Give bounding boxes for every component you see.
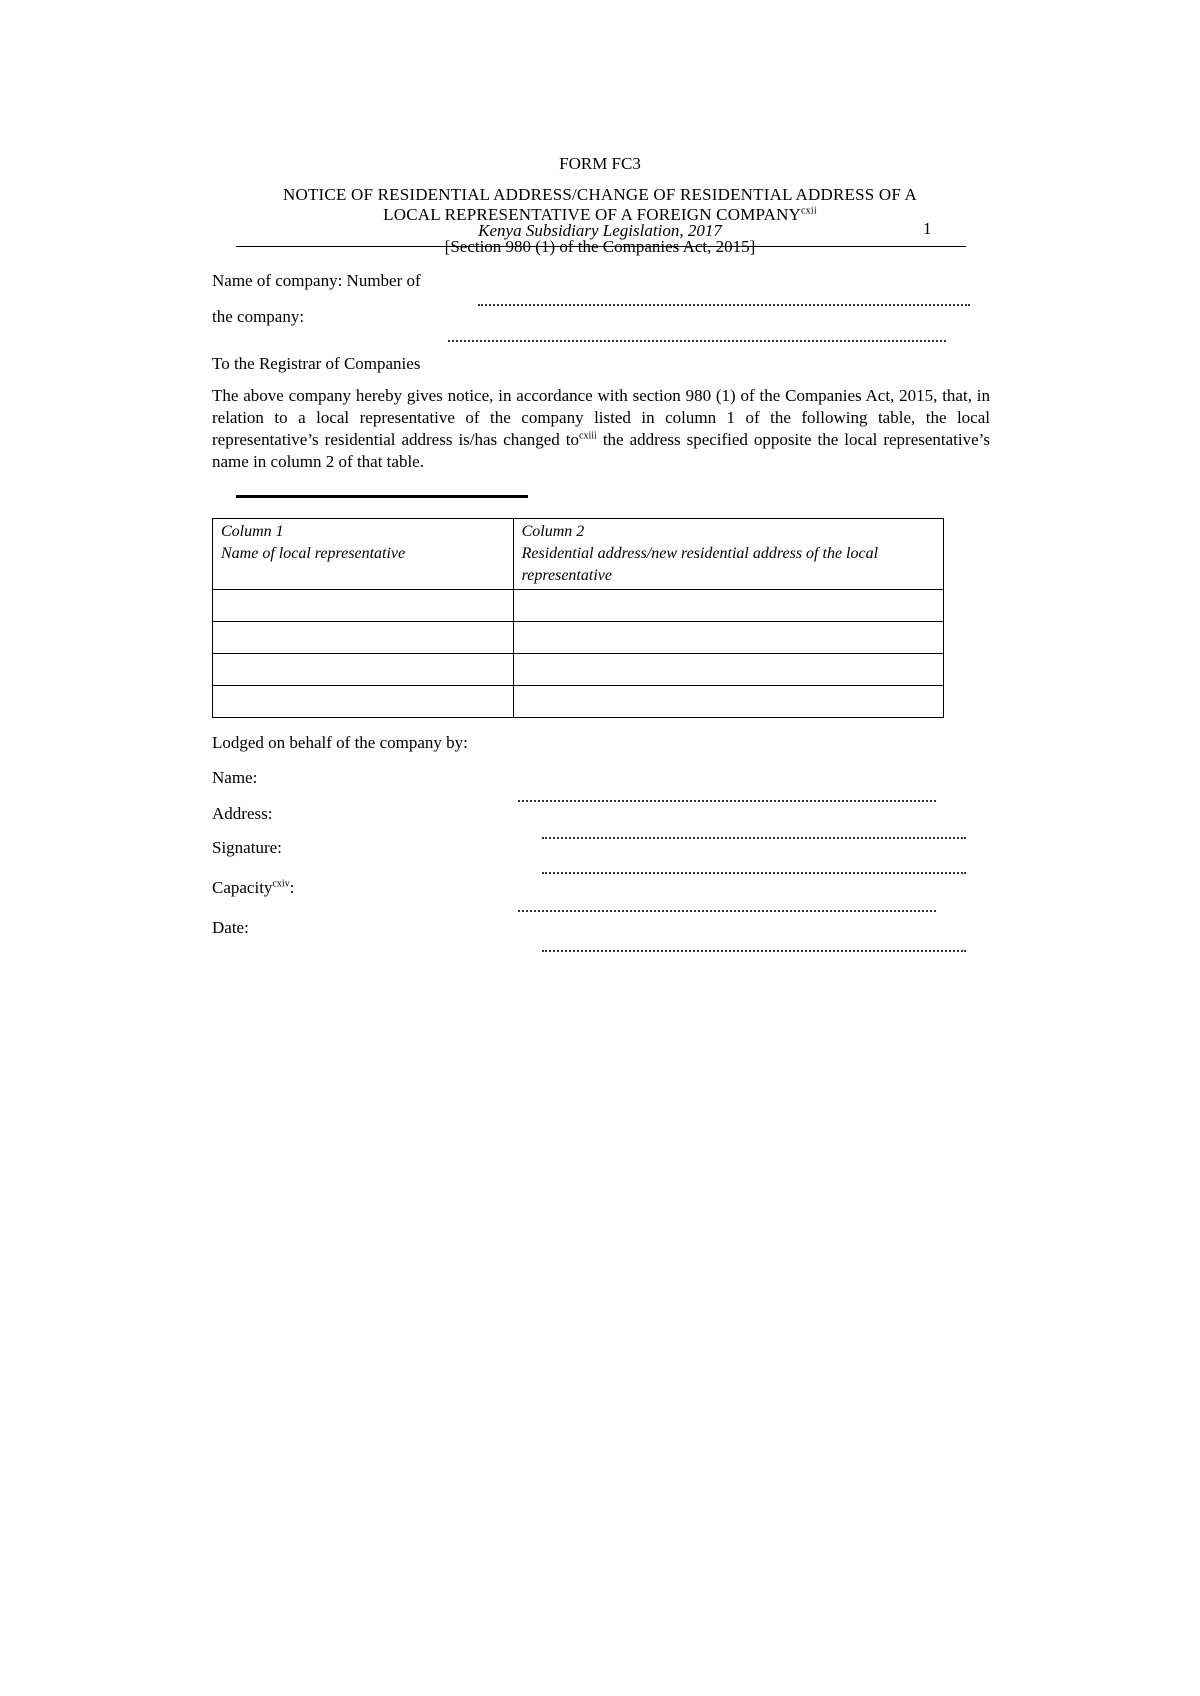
column-2-subtitle: Residential address/new residential address of the local representative [521, 545, 879, 584]
company-number-field[interactable] [448, 340, 946, 342]
representative-address-cell[interactable] [513, 686, 943, 718]
page-number: 1 [923, 219, 932, 238]
lodged-by-intro: Lodged on behalf of the company by: [212, 733, 468, 752]
table-header-row [213, 519, 944, 590]
representative-address-cell[interactable] [513, 654, 943, 686]
table-row [213, 686, 944, 718]
column-2-title: Column 2 [521, 523, 585, 540]
company-name-label: Name of company: Number of [212, 271, 421, 290]
name-field[interactable] [518, 800, 936, 802]
column-1-title: Column 1 [221, 523, 284, 540]
address-label: Address: [212, 804, 273, 823]
table-row [213, 654, 944, 686]
representative-address-cell[interactable] [513, 622, 943, 654]
capacity-field[interactable] [518, 910, 936, 912]
date-label: Date: [212, 918, 249, 937]
notice-body-text-b: the address specified opposite the local representative’s name in column 2 of that table. [212, 430, 991, 471]
form-title: FORM FC3 [559, 154, 641, 173]
capacity-colon: : [289, 878, 295, 897]
addressee: To the Registrar of Companies [212, 354, 421, 373]
signature-label: Signature: [212, 838, 282, 857]
company-number-label: the company: [212, 307, 305, 326]
date-field[interactable] [542, 950, 966, 952]
column-2-header [513, 519, 943, 590]
notice-title-line2-text: LOCAL REPRESENTATIVE OF A FOREIGN COMPANY [383, 205, 802, 224]
footnote-marker: cxiv [272, 878, 290, 890]
table-row [213, 622, 944, 654]
column-1-header [213, 519, 514, 590]
signature-field[interactable] [542, 872, 966, 874]
section-reference: [Section 980 (1) of the Companies Act, 2015] [444, 237, 756, 256]
representative-name-cell[interactable] [213, 654, 514, 686]
notice-body-text-a: The above company hereby gives notice, in accordance with section 980 (1) of the Companies Act, 2015, that, in relation to a local representative of the company listed in column 1 of the following table, the local representative’s residential address is/has changed to [212, 386, 990, 449]
name-label: Name: [212, 768, 258, 787]
capacity-label [212, 878, 294, 898]
column-1-subtitle: Name of local representative [221, 545, 406, 562]
representative-name-cell[interactable] [213, 622, 514, 654]
running-head: Kenya Subsidiary Legislation, 2017 [478, 221, 722, 240]
representative-address-cell[interactable] [513, 590, 943, 622]
notice-body [212, 385, 990, 473]
table-row [213, 590, 944, 622]
thick-separator [236, 495, 528, 498]
representative-name-cell[interactable] [213, 686, 514, 718]
representatives-table [212, 518, 944, 718]
footnote-marker: cxiii [579, 430, 597, 442]
address-field[interactable] [542, 837, 966, 839]
notice-title-line1: NOTICE OF RESIDENTIAL ADDRESS/CHANGE OF RESIDENTIAL ADDRESS OF A [283, 185, 917, 204]
representative-name-cell[interactable] [213, 590, 514, 622]
footnote-marker: cxii [801, 205, 817, 217]
company-name-field[interactable] [478, 304, 970, 306]
capacity-label-text: Capacity [212, 878, 273, 897]
